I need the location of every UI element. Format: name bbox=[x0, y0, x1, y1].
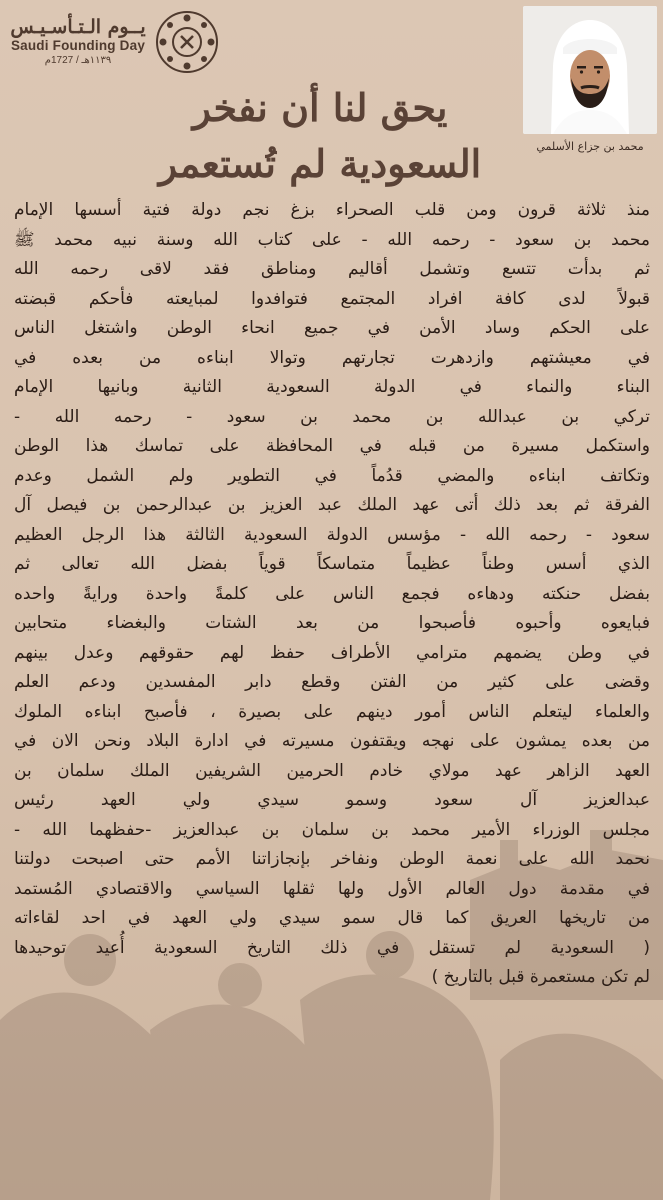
article-body-line: قبولاً لدى كافة افراد المجتمع فتوافدوا لمبايعته فأحكم قبضته bbox=[14, 288, 650, 309]
logo-english-text: Saudi Founding Day bbox=[10, 38, 146, 53]
article-body-line: نحمد الله على نعمة الوطن ونفاخر بإنجازاتنا الأمم حتى اصبحت دولتنا bbox=[14, 849, 650, 869]
article-body-line: والعلماء ليتعلم الناس أمور دينهم على بصيرة ، فأصبح ابناءه الملوك bbox=[14, 701, 650, 722]
article-body-line: الذي أسس وطناً عظيماً متماسكاً قوياً بفضل الله تعالى ثم bbox=[14, 554, 650, 574]
article-body-line: منذ ثلاثة قرون ومن قلب الصحراء بزغ نجم دولة فتية أسسها الإمام bbox=[14, 200, 650, 220]
article-body-line: الفرقة ثم بعد ذلك أتى عهد الملك عبد العزيز بن عبدالرحمن بن فيصل آل bbox=[14, 495, 650, 515]
author-card bbox=[523, 6, 657, 164]
article-body-line: محمد بن سعود - رحمه الله - على كتاب الله وسنة نبيه محمد ﷺ bbox=[14, 229, 650, 250]
article-title-line-2: السعودية لم تُستعمر bbox=[158, 141, 482, 186]
founding-day-emblem-icon bbox=[154, 9, 220, 75]
author-portrait-illustration bbox=[523, 6, 657, 134]
logo-arabic-text: يــوم الـتـأسـيـس bbox=[10, 16, 146, 38]
article-body-line: فبايعوه وأحبوه فأصبحوا من بعد الشتات والبغضاء متحابين bbox=[14, 613, 650, 633]
article-body-line: البناء والنماء في الدولة السعودية الثانية وبانيها الإمام bbox=[14, 377, 650, 397]
article-body-line: وقضى على كثير من الفتن وقطع دابر المفسدين ودعم العلم bbox=[14, 672, 650, 692]
article-body-line: تركي بن عبدالله بن محمد بن سعود - رحمه الله - bbox=[14, 406, 650, 427]
founding-day-logo bbox=[8, 8, 223, 76]
article-body-line: عبدالعزيز آل سعود وسمو سيدي ولي العهد رئيس bbox=[14, 790, 650, 810]
article-body-line: سعود - رحمه الله - مؤسس الدولة السعودية الثالثة هذا الرجل العظيم bbox=[14, 524, 650, 545]
article-body-line: مجلس الوزراء الأمير محمد بن سلمان بن عبدالعزيز -حفظهما الله - bbox=[14, 819, 650, 840]
logo-years-text: ١١٣٩هـ / 1727م bbox=[44, 55, 112, 66]
author-photo bbox=[523, 6, 657, 134]
article-body-line: وتكاتف ابناءه والمضي قدُماً في التطوير ولم الشمل وعدم bbox=[14, 465, 650, 486]
logo-text-block bbox=[8, 16, 148, 68]
article-body-line: في معيشتهم وازدهرت تجارتهم وتوالا ابناءه من بعده في bbox=[14, 347, 650, 368]
article-body-line: في وطن يضمهم مترامي الأطراف حفظ لهم حقوقهم وعدل بينهم bbox=[14, 642, 650, 663]
article-body-line: في مقدمة دول العالم الأول ولها ثقلها السياسي والاقتصادي المُستمد bbox=[14, 878, 650, 899]
article-body bbox=[14, 196, 650, 993]
article-title-line-1: يحق لنا أن نفخر bbox=[192, 85, 448, 130]
article-body-line: من تاريخها العريق كما قال سمو سيدي ولي العهد في احد لقاءاته bbox=[14, 908, 650, 928]
article-body-line: العهد الزاهر عهد مولاي خادم الحرمين الشريفين الملك سلمان بن bbox=[14, 760, 650, 781]
article-body-line: ( السعودية لم تستقل في ذلك التاريخ السعودية أُعيد توحيدها bbox=[14, 937, 650, 958]
article-body-line: بفضل حنكته ودهاءه فجمع الناس على كلمةً واحدة ورايةً واحده bbox=[14, 583, 650, 604]
author-name: محمد بن جزاع الأسلمي bbox=[536, 140, 644, 153]
article-body-line: ثم بدأت تتسع وتشمل أقاليم ومناطق فقد لاقى رحمه الله bbox=[14, 259, 650, 279]
article-body-line: على الحكم وساد الأمن في جميع انحاء الوطن واشتغل الناس bbox=[14, 318, 650, 338]
article-body-line: من بعده يمشون على نهجه ويقتفون مسيرته في ادارة البلاد ونحن الان في bbox=[14, 731, 650, 751]
article-body-line: واستكمل مسيرة من قبله في المحافظة على تماسك هذا الوطن bbox=[14, 436, 650, 456]
article-body-line: لم تكن مستعمرة قبل بالتاريخ ) bbox=[431, 967, 650, 987]
